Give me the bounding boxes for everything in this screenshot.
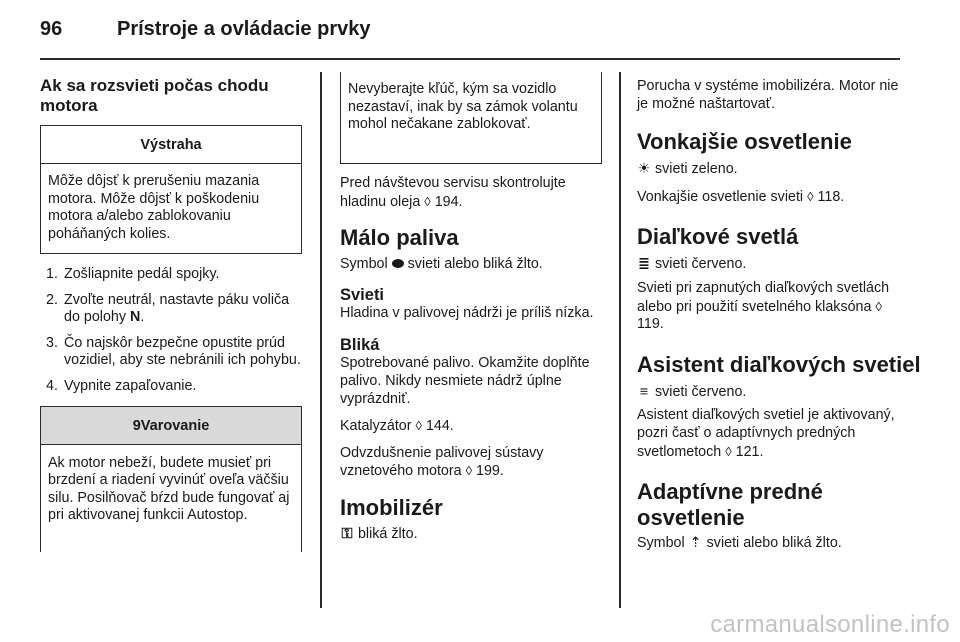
column-3 (637, 72, 921, 562)
column-1 (40, 72, 302, 552)
page-ref-arrow-icon: ◊ (725, 443, 732, 459)
low-fuel-symbol-text (340, 256, 602, 274)
lit-text: Hladina v palivovej nádrži je príliš nízka. (340, 304, 594, 321)
immobilizer-desc: bliká žlto. (357, 525, 418, 542)
step-text (64, 292, 302, 327)
hba-status-text: svieti červeno. (654, 383, 747, 400)
step-text: Čo najskôr bezpečne opustite prúd vozidiel, aby ste nebránili ich pohybu. (64, 334, 301, 369)
section-heading-engine-running: Ak sa rozsvieti počas chodu motora (40, 76, 269, 115)
section-heading-immobilizer: Imobilizér (340, 494, 443, 520)
hba-status (637, 384, 902, 402)
fuel-pump-icon (392, 259, 404, 268)
step-number: 2. (46, 291, 58, 308)
high-beam-status-text: svieti červeno. (654, 256, 747, 273)
page-ref-arrow-icon: ◊ (875, 298, 882, 314)
caution-box (40, 406, 302, 552)
step-number: 1. (46, 266, 58, 282)
page-ref: 199. (476, 463, 504, 480)
step-number: 3. (46, 334, 58, 351)
fuel-bleed-sentence: Odvzdušnenie palivovej sústavy vznetového motora (340, 444, 544, 480)
column-divider-1 (320, 72, 322, 608)
step-list (40, 266, 302, 396)
oil-check-text (340, 175, 602, 211)
exterior-ref-sentence: Vonkajšie osvetlenie svieti (637, 188, 804, 205)
list-item (40, 266, 302, 284)
section-heading-exterior-lights: Vonkajšie osvetlenie (637, 129, 852, 155)
exterior-light-ref (637, 188, 902, 207)
page-title: Prístroje a ovládacie prvky (117, 18, 371, 40)
catalyst-ref-text (340, 417, 602, 436)
page-ref: 144. (425, 418, 454, 435)
caution-box-text: Ak motor nebeží, budete musieť pri brzdení a riadení vyvinúť oveľa väčšiu silu. Posilňovač bŕzd bude fungovať aj pri aktivovanej funkcii Autostop. (48, 454, 290, 524)
high-beam-status (637, 256, 902, 274)
header-rule (40, 58, 900, 60)
step-text-main: Zvoľte neutrál, nastavte páku voliča do polohy (64, 291, 290, 326)
blink-text: Spotrebované palivo. Okamžite doplňte palivo. Nikdy nesmiete nádrž úplne vyprázdniť. (340, 355, 590, 407)
exterior-light-icon: ☀ (637, 161, 651, 178)
page-ref-arrow-icon: ◊ (424, 193, 431, 209)
hba-sentence: Asistent diaľkových svetiel je aktivovaný, pozri časť o adaptívnych predných svetlometoch (637, 407, 895, 460)
high-beam-desc (637, 280, 902, 334)
subheading-blinks: Bliká (340, 336, 380, 355)
page-ref-arrow-icon: ◊ (465, 463, 473, 479)
step-text: Zošliapnite pedál spojky. (64, 266, 220, 282)
watermark: carmanualsonline.info (710, 611, 950, 638)
exterior-light-status (637, 161, 902, 179)
afl-symbol-text (637, 535, 902, 553)
list-item (40, 335, 302, 370)
section-heading-low-fuel: Málo paliva (340, 225, 459, 251)
immobilizer-key-icon: ⚿ (341, 525, 353, 542)
key-note-text: Nevyberajte kľúč, kým sa vozidlo nezastaví, inak by sa zámok volantu mohol nečakane zablokovať. (348, 81, 578, 133)
step-number: 4. (46, 377, 58, 394)
step-text-end: . (140, 309, 145, 326)
page-ref-arrow-icon: ◊ (807, 188, 814, 204)
list-item (40, 378, 302, 396)
symbol-desc: svieti alebo bliká žlto. (407, 256, 543, 273)
page-ref: 194. (434, 193, 463, 210)
warning-box-text: Môže dôjsť k prerušeniu mazania motora. Môže dôjsť k poškodeniu motora a/alebo zablokovaniu poháňaných kolies. (48, 173, 260, 242)
list-item (40, 292, 302, 327)
section-heading-high-beam-assist: Asistent diaľkových svetiel (637, 351, 921, 377)
high-beam-assist-icon: ≡ (639, 383, 649, 400)
section-heading-afl: Adaptívne predné osvetlenie (637, 479, 823, 531)
page-ref: 119. (637, 316, 664, 333)
warning-box-title: Výstraha (41, 126, 301, 164)
page-number: 96 (40, 18, 63, 40)
column-2 (340, 72, 602, 553)
warning-box (40, 125, 302, 254)
symbol-desc: svieti alebo bliká žlto. (706, 535, 842, 552)
caution-box-title (41, 407, 301, 445)
key-note-box (340, 72, 602, 164)
caution-title-text: Varovanie (140, 417, 210, 434)
caution-triangle-icon: 9 (132, 417, 141, 434)
subheading-lit: Svieti (340, 285, 385, 304)
page-ref: 121. (735, 443, 764, 460)
high-beam-sentence: Svieti pri zapnutých diaľkových svetlách alebo pri použití svetelného klaksóna (637, 279, 890, 315)
gear-position-n: N (129, 309, 141, 326)
column-divider-2 (619, 72, 621, 608)
section-heading-high-beam: Diaľkové svetlá (637, 224, 799, 250)
exterior-status-text: svieti zeleno. (654, 161, 738, 178)
step-text: Vypnite zapaľovanie. (64, 377, 197, 394)
symbol-label: Symbol (340, 256, 388, 273)
page-ref-arrow-icon: ◊ (415, 418, 422, 434)
fuel-bleed-text (340, 445, 602, 481)
oil-check-sentence: Pred návštevou servisu skontrolujte hladinu oleja (340, 175, 566, 210)
catalyst-label: Katalyzátor (340, 418, 412, 435)
immobilizer-fault-text: Porucha v systéme imobilizéra. Motor nie je možné naštartovať. (637, 78, 899, 112)
afl-icon: ⇡ (689, 535, 702, 552)
page-ref: 118. (817, 188, 845, 205)
hba-desc (637, 407, 902, 461)
high-beam-icon: ≣ (638, 256, 650, 273)
immobilizer-text (340, 526, 602, 544)
symbol-label: Symbol (637, 535, 685, 552)
